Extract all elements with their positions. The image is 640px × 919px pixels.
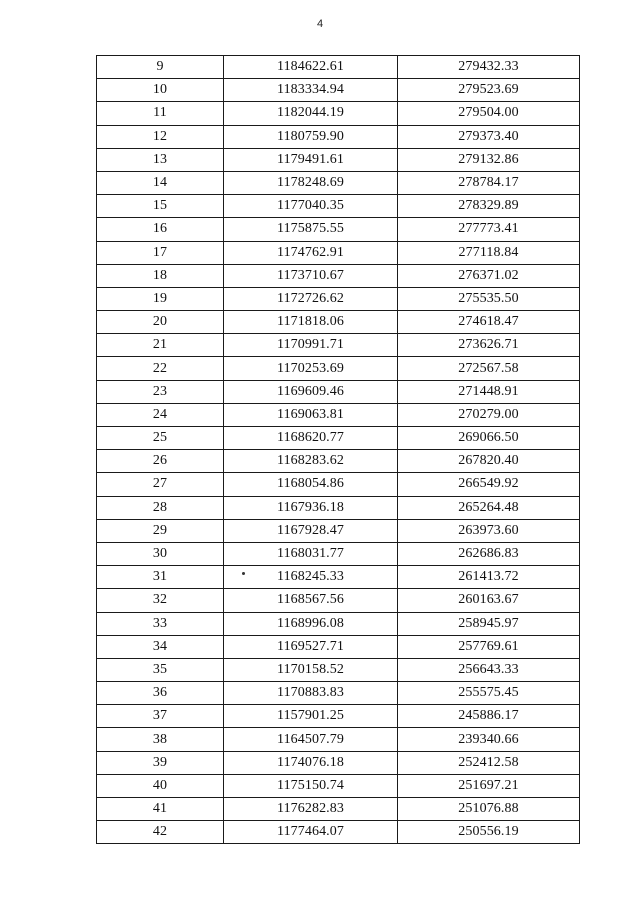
table-row xyxy=(97,102,580,125)
table-row xyxy=(97,589,580,612)
table-row xyxy=(97,682,580,705)
table-row xyxy=(97,403,580,426)
x-coordinate-cell: 1182044.19 xyxy=(224,102,398,125)
x-coordinate-cell: 1168031.77 xyxy=(224,542,398,565)
point-number-cell: 18 xyxy=(97,264,224,287)
point-number-cell: 14 xyxy=(97,171,224,194)
table-row xyxy=(97,450,580,473)
x-coordinate-cell: 1178248.69 xyxy=(224,171,398,194)
table-row xyxy=(97,334,580,357)
y-coordinate-cell: 245886.17 xyxy=(398,705,580,728)
x-coordinate-cell: 1169609.46 xyxy=(224,380,398,403)
x-coordinate-cell: 1168567.56 xyxy=(224,589,398,612)
table-row xyxy=(97,357,580,380)
x-coordinate-cell: 1174076.18 xyxy=(224,751,398,774)
y-coordinate-cell: 279373.40 xyxy=(398,125,580,148)
x-coordinate-cell: 1171818.06 xyxy=(224,311,398,334)
table-row xyxy=(97,705,580,728)
scan-speck xyxy=(242,572,245,575)
y-coordinate-cell: 277773.41 xyxy=(398,218,580,241)
x-coordinate-cell: 1183334.94 xyxy=(224,79,398,102)
x-coordinate-cell: 1170158.52 xyxy=(224,658,398,681)
table-row xyxy=(97,241,580,264)
point-number-cell: 39 xyxy=(97,751,224,774)
point-number-cell: 25 xyxy=(97,427,224,450)
x-coordinate-cell: 1177464.07 xyxy=(224,821,398,844)
x-coordinate-cell: 1168245.33 xyxy=(224,566,398,589)
point-number-cell: 41 xyxy=(97,798,224,821)
table-row xyxy=(97,612,580,635)
y-coordinate-cell: 260163.67 xyxy=(398,589,580,612)
x-coordinate-cell: 1168996.08 xyxy=(224,612,398,635)
x-coordinate-cell: 1172726.62 xyxy=(224,287,398,310)
point-number-cell: 38 xyxy=(97,728,224,751)
point-number-cell: 40 xyxy=(97,774,224,797)
x-coordinate-cell: 1179491.61 xyxy=(224,148,398,171)
table-row xyxy=(97,542,580,565)
table-row xyxy=(97,380,580,403)
x-coordinate-cell: 1176282.83 xyxy=(224,798,398,821)
y-coordinate-cell: 252412.58 xyxy=(398,751,580,774)
y-coordinate-cell: 255575.45 xyxy=(398,682,580,705)
y-coordinate-cell: 239340.66 xyxy=(398,728,580,751)
point-number-cell: 13 xyxy=(97,148,224,171)
y-coordinate-cell: 251076.88 xyxy=(398,798,580,821)
y-coordinate-cell: 279523.69 xyxy=(398,79,580,102)
point-number-cell: 17 xyxy=(97,241,224,264)
table-row xyxy=(97,635,580,658)
table-row xyxy=(97,821,580,844)
y-coordinate-cell: 278329.89 xyxy=(398,195,580,218)
point-number-cell: 37 xyxy=(97,705,224,728)
point-number-cell: 33 xyxy=(97,612,224,635)
y-coordinate-cell: 269066.50 xyxy=(398,427,580,450)
coordinates-table xyxy=(96,55,580,844)
y-coordinate-cell: 258945.97 xyxy=(398,612,580,635)
table-row xyxy=(97,774,580,797)
x-coordinate-cell: 1184622.61 xyxy=(224,56,398,79)
point-number-cell: 22 xyxy=(97,357,224,380)
point-number-cell: 16 xyxy=(97,218,224,241)
x-coordinate-cell: 1180759.90 xyxy=(224,125,398,148)
point-number-cell: 26 xyxy=(97,450,224,473)
y-coordinate-cell: 273626.71 xyxy=(398,334,580,357)
coordinates-table-body xyxy=(97,56,580,844)
table-row xyxy=(97,56,580,79)
x-coordinate-cell: 1170991.71 xyxy=(224,334,398,357)
y-coordinate-cell: 276371.02 xyxy=(398,264,580,287)
point-number-cell: 19 xyxy=(97,287,224,310)
y-coordinate-cell: 278784.17 xyxy=(398,171,580,194)
x-coordinate-cell: 1157901.25 xyxy=(224,705,398,728)
x-coordinate-cell: 1169527.71 xyxy=(224,635,398,658)
table-row xyxy=(97,79,580,102)
y-coordinate-cell: 250556.19 xyxy=(398,821,580,844)
x-coordinate-cell: 1173710.67 xyxy=(224,264,398,287)
table-row xyxy=(97,496,580,519)
point-number-cell: 9 xyxy=(97,56,224,79)
point-number-cell: 20 xyxy=(97,311,224,334)
x-coordinate-cell: 1168054.86 xyxy=(224,473,398,496)
point-number-cell: 28 xyxy=(97,496,224,519)
table-row xyxy=(97,658,580,681)
point-number-cell: 12 xyxy=(97,125,224,148)
table-row xyxy=(97,218,580,241)
table-row xyxy=(97,751,580,774)
y-coordinate-cell: 263973.60 xyxy=(398,519,580,542)
y-coordinate-cell: 271448.91 xyxy=(398,380,580,403)
y-coordinate-cell: 270279.00 xyxy=(398,403,580,426)
y-coordinate-cell: 256643.33 xyxy=(398,658,580,681)
table-row xyxy=(97,728,580,751)
y-coordinate-cell: 274618.47 xyxy=(398,311,580,334)
x-coordinate-cell: 1170253.69 xyxy=(224,357,398,380)
x-coordinate-cell: 1168283.62 xyxy=(224,450,398,473)
point-number-cell: 27 xyxy=(97,473,224,496)
table-row xyxy=(97,148,580,171)
y-coordinate-cell: 267820.40 xyxy=(398,450,580,473)
point-number-cell: 31 xyxy=(97,566,224,589)
y-coordinate-cell: 266549.92 xyxy=(398,473,580,496)
point-number-cell: 32 xyxy=(97,589,224,612)
y-coordinate-cell: 265264.48 xyxy=(398,496,580,519)
x-coordinate-cell: 1167936.18 xyxy=(224,496,398,519)
y-coordinate-cell: 257769.61 xyxy=(398,635,580,658)
point-number-cell: 10 xyxy=(97,79,224,102)
table-row xyxy=(97,798,580,821)
table-row xyxy=(97,427,580,450)
table-row xyxy=(97,473,580,496)
x-coordinate-cell: 1168620.77 xyxy=(224,427,398,450)
table-row xyxy=(97,195,580,218)
point-number-cell: 35 xyxy=(97,658,224,681)
x-coordinate-cell: 1169063.81 xyxy=(224,403,398,426)
x-coordinate-cell: 1164507.79 xyxy=(224,728,398,751)
table-row xyxy=(97,519,580,542)
point-number-cell: 29 xyxy=(97,519,224,542)
y-coordinate-cell: 279132.86 xyxy=(398,148,580,171)
table-row xyxy=(97,287,580,310)
x-coordinate-cell: 1177040.35 xyxy=(224,195,398,218)
point-number-cell: 30 xyxy=(97,542,224,565)
point-number-cell: 15 xyxy=(97,195,224,218)
table-row xyxy=(97,125,580,148)
page-number: 4 xyxy=(316,18,324,30)
y-coordinate-cell: 251697.21 xyxy=(398,774,580,797)
y-coordinate-cell: 279504.00 xyxy=(398,102,580,125)
point-number-cell: 34 xyxy=(97,635,224,658)
x-coordinate-cell: 1167928.47 xyxy=(224,519,398,542)
table-row xyxy=(97,171,580,194)
table-row xyxy=(97,311,580,334)
point-number-cell: 21 xyxy=(97,334,224,357)
y-coordinate-cell: 277118.84 xyxy=(398,241,580,264)
point-number-cell: 11 xyxy=(97,102,224,125)
table-row xyxy=(97,566,580,589)
x-coordinate-cell: 1170883.83 xyxy=(224,682,398,705)
point-number-cell: 24 xyxy=(97,403,224,426)
y-coordinate-cell: 279432.33 xyxy=(398,56,580,79)
x-coordinate-cell: 1175150.74 xyxy=(224,774,398,797)
y-coordinate-cell: 275535.50 xyxy=(398,287,580,310)
point-number-cell: 23 xyxy=(97,380,224,403)
y-coordinate-cell: 261413.72 xyxy=(398,566,580,589)
y-coordinate-cell: 262686.83 xyxy=(398,542,580,565)
point-number-cell: 42 xyxy=(97,821,224,844)
x-coordinate-cell: 1175875.55 xyxy=(224,218,398,241)
point-number-cell: 36 xyxy=(97,682,224,705)
y-coordinate-cell: 272567.58 xyxy=(398,357,580,380)
table-row xyxy=(97,264,580,287)
x-coordinate-cell: 1174762.91 xyxy=(224,241,398,264)
